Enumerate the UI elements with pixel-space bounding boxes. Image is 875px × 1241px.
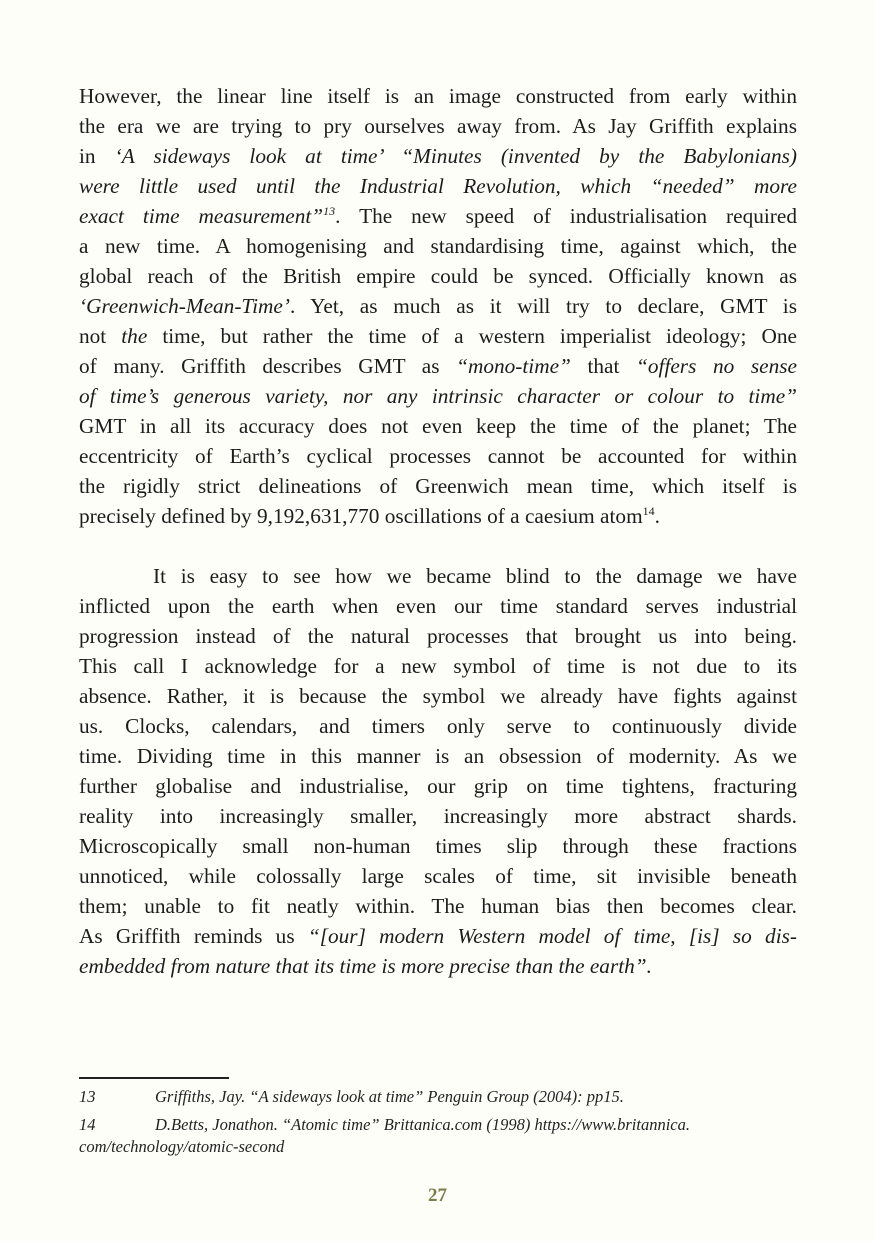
text-line bbox=[79, 201, 797, 231]
text-line bbox=[79, 561, 797, 591]
text-line: eccentricity of Earth’s cyclical processes cannot be accounted for within bbox=[79, 444, 797, 468]
text-span: precisely defined by 9,192,631,770 oscillations of a caesium atom bbox=[79, 504, 643, 528]
text-line: progression instead of the natural processes that brought us into being. bbox=[79, 624, 797, 648]
text-line bbox=[79, 351, 797, 381]
text-span: in bbox=[79, 144, 115, 168]
text-span: not bbox=[79, 324, 122, 348]
quote-text: exact time measurement” bbox=[79, 204, 324, 228]
footnote-text: D.Betts, Jonathon. “Atomic time” Brittanica.com (1998) https://www.britannica. bbox=[155, 1115, 690, 1134]
text-line: However, the linear line itself is an image constructed from early within bbox=[79, 84, 797, 108]
quote-text: “offers no sense bbox=[636, 354, 797, 378]
page-number: 27 bbox=[428, 1185, 447, 1206]
quote-text: ‘A sideways look at time’ “Minutes (invented by the Babylonians) bbox=[114, 144, 797, 168]
text-line: unnoticed, while colossally large scales of time, sit invisible beneath bbox=[79, 864, 797, 888]
text-span: . bbox=[654, 504, 660, 528]
footnote-divider bbox=[79, 1077, 229, 1079]
text-line bbox=[79, 921, 797, 951]
text-span: . Yet, as much as it will try to declare, GMT is bbox=[289, 294, 797, 318]
quote-text: of time’s generous variety, nor any intrinsic character or colour to time” bbox=[79, 384, 797, 408]
footnote-link[interactable]: com/technology/atomic-second bbox=[79, 1137, 285, 1156]
text-line: This call I acknowledge for a new symbol of time is not due to its bbox=[79, 654, 797, 678]
quote-text: embedded from nature that its time is more precise than the earth”. bbox=[79, 954, 652, 978]
text-line bbox=[79, 321, 797, 351]
text-line: the era we are trying to pry ourselves away from. As Jay Griffith explains bbox=[79, 114, 797, 138]
text-line: the rigidly strict delineations of Greenwich mean time, which itself is bbox=[79, 474, 797, 498]
quote-text: ‘Greenwich-Mean-Time’ bbox=[79, 294, 290, 318]
text-line: a new time. A homogenising and standardising time, against which, the bbox=[79, 234, 797, 258]
text-line: inflicted upon the earth when even our time standard serves industrial bbox=[79, 594, 797, 618]
text-span: It is easy to see how we became blind to the damage we have bbox=[153, 564, 797, 588]
footnote-text: Griffiths, Jay. “A sideways look at time” Penguin Group (2004): pp15. bbox=[155, 1087, 624, 1106]
text-line bbox=[79, 171, 797, 201]
text-span: As Griffith reminds us bbox=[79, 924, 308, 948]
paragraph-1 bbox=[79, 81, 797, 531]
text-line bbox=[79, 381, 797, 411]
footnote-ref-14[interactable]: 14 bbox=[642, 503, 655, 518]
footnote-ref-13[interactable]: 13 bbox=[323, 203, 336, 218]
text-line: reality into increasingly smaller, increasingly more abstract shards. bbox=[79, 804, 797, 828]
page-body bbox=[79, 81, 797, 981]
emphasis-text: the bbox=[121, 324, 148, 348]
text-line: them; unable to fit neatly within. The human bias then becomes clear. bbox=[79, 894, 797, 918]
text-line bbox=[79, 291, 797, 321]
text-span: time, but rather the time of a western imperialist ideology; One bbox=[147, 324, 797, 348]
quote-text: were little used until the Industrial Revolution, which “needed” more bbox=[79, 174, 797, 198]
text-line: absence. Rather, it is because the symbol we already have fights against bbox=[79, 684, 797, 708]
paragraph-2 bbox=[79, 561, 797, 981]
footnote-number: 13 bbox=[79, 1087, 96, 1106]
footnote-13 bbox=[79, 1086, 797, 1108]
text-line bbox=[79, 501, 797, 531]
text-span: that bbox=[570, 354, 637, 378]
text-span: . The new speed of industrialisation required bbox=[335, 204, 797, 228]
text-line: us. Clocks, calendars, and timers only serve to continuously divide bbox=[79, 714, 797, 738]
text-line: GMT in all its accuracy does not even keep the time of the planet; The bbox=[79, 414, 797, 438]
footnote-number: 14 bbox=[79, 1115, 96, 1134]
quote-text: “mono-time” bbox=[456, 354, 571, 378]
text-line: Microscopically small non-human times slip through these fractions bbox=[79, 834, 797, 858]
text-line bbox=[79, 951, 797, 981]
text-span: of many. Griffith describes GMT as bbox=[79, 354, 457, 378]
quote-text: “[our] modern Western model of time, [is] so dis- bbox=[307, 924, 798, 948]
text-line: global reach of the British empire could be synced. Officially known as bbox=[79, 264, 797, 288]
footnote-14 bbox=[79, 1114, 797, 1136]
footnotes bbox=[79, 1077, 797, 1158]
text-line: further globalise and industrialise, our grip on time tightens, fracturing bbox=[79, 774, 797, 798]
text-line bbox=[79, 141, 797, 171]
text-line: time. Dividing time in this manner is an obsession of modernity. As we bbox=[79, 744, 797, 768]
